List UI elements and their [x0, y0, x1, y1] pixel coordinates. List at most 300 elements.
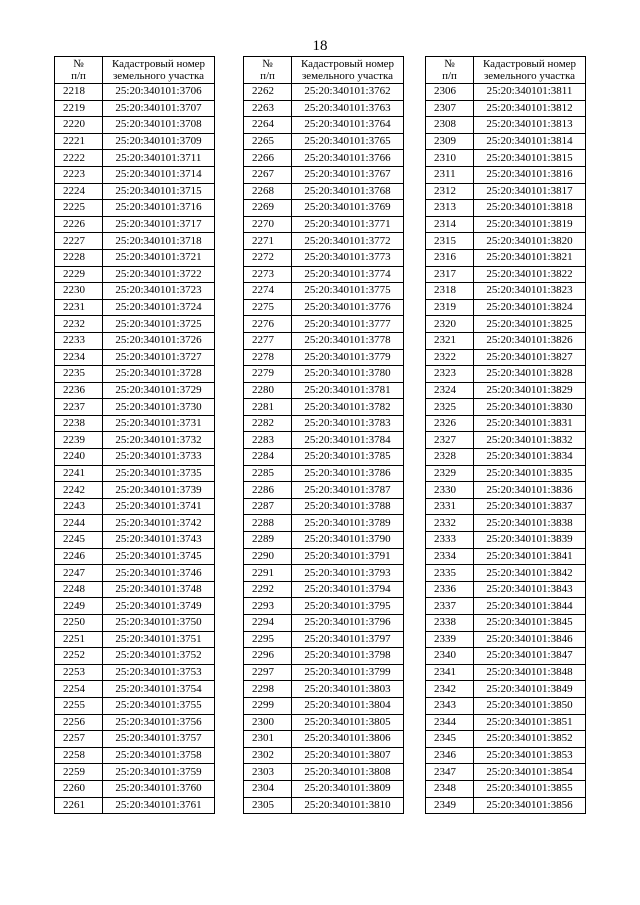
cadastral-number: 25:20:340101:3795	[292, 598, 404, 615]
table-row	[426, 399, 586, 416]
table-row	[244, 366, 404, 383]
table-row	[426, 266, 586, 283]
row-number: 2339	[426, 631, 474, 648]
header-number	[55, 57, 103, 84]
row-number: 2263	[244, 100, 292, 117]
table-row	[244, 648, 404, 665]
table-row	[426, 598, 586, 615]
row-number: 2343	[426, 697, 474, 714]
row-number: 2284	[244, 449, 292, 466]
cadastral-number: 25:20:340101:3773	[292, 249, 404, 266]
table-row	[55, 631, 215, 648]
table-row	[55, 780, 215, 797]
cadastral-number: 25:20:340101:3782	[292, 399, 404, 416]
row-number: 2257	[55, 731, 103, 748]
table-row	[55, 449, 215, 466]
table-row	[244, 100, 404, 117]
table-row	[244, 283, 404, 300]
cadastral-number: 25:20:340101:3751	[103, 631, 215, 648]
cadastral-number: 25:20:340101:3760	[103, 780, 215, 797]
table-row	[244, 316, 404, 333]
table-row	[244, 133, 404, 150]
cadastral-number: 25:20:340101:3778	[292, 332, 404, 349]
cadastral-number: 25:20:340101:3815	[474, 150, 586, 167]
row-number: 2247	[55, 565, 103, 582]
table-row	[55, 532, 215, 549]
cadastral-number: 25:20:340101:3841	[474, 548, 586, 565]
table-row	[426, 648, 586, 665]
row-number: 2230	[55, 283, 103, 300]
row-number: 2318	[426, 283, 474, 300]
row-number: 2242	[55, 482, 103, 499]
table-row	[55, 183, 215, 200]
row-number: 2235	[55, 366, 103, 383]
row-number: 2240	[55, 449, 103, 466]
table-row	[426, 349, 586, 366]
row-number: 2229	[55, 266, 103, 283]
cadastral-table	[243, 56, 404, 814]
table-row	[244, 780, 404, 797]
table-row	[244, 349, 404, 366]
row-number: 2248	[55, 581, 103, 598]
row-number: 2239	[55, 432, 103, 449]
cadastral-number: 25:20:340101:3806	[292, 731, 404, 748]
row-number: 2274	[244, 283, 292, 300]
table-row	[55, 117, 215, 134]
cadastral-number: 25:20:340101:3776	[292, 299, 404, 316]
table-row	[426, 631, 586, 648]
cadastral-number: 25:20:340101:3853	[474, 747, 586, 764]
table-row	[244, 432, 404, 449]
cadastral-number: 25:20:340101:3749	[103, 598, 215, 615]
row-number: 2233	[55, 332, 103, 349]
cadastral-number: 25:20:340101:3777	[292, 316, 404, 333]
cadastral-number: 25:20:340101:3722	[103, 266, 215, 283]
cadastral-number: 25:20:340101:3762	[292, 84, 404, 101]
table-row	[426, 681, 586, 698]
table-column-3	[425, 56, 586, 814]
header-cadastral-label: Кадастровый номер	[300, 58, 395, 70]
table-row	[244, 249, 404, 266]
table-row	[55, 714, 215, 731]
table-row	[244, 565, 404, 582]
row-number: 2314	[426, 216, 474, 233]
table-row	[244, 764, 404, 781]
table-row	[55, 432, 215, 449]
row-number: 2218	[55, 84, 103, 101]
cadastral-number: 25:20:340101:3752	[103, 648, 215, 665]
table-row	[426, 548, 586, 565]
cadastral-number: 25:20:340101:3803	[292, 681, 404, 698]
row-number: 2261	[55, 797, 103, 814]
row-number: 2333	[426, 532, 474, 549]
table-row	[244, 664, 404, 681]
cadastral-number: 25:20:340101:3831	[474, 415, 586, 432]
row-number: 2223	[55, 166, 103, 183]
row-number: 2327	[426, 432, 474, 449]
row-number: 2262	[244, 84, 292, 101]
row-number: 2259	[55, 764, 103, 781]
row-number: 2273	[244, 266, 292, 283]
cadastral-number: 25:20:340101:3716	[103, 200, 215, 217]
table-row	[244, 200, 404, 217]
table-row	[55, 581, 215, 598]
row-number: 2279	[244, 366, 292, 383]
cadastral-number: 25:20:340101:3809	[292, 780, 404, 797]
cadastral-number: 25:20:340101:3718	[103, 233, 215, 250]
cadastral-number: 25:20:340101:3771	[292, 216, 404, 233]
cadastral-number: 25:20:340101:3759	[103, 764, 215, 781]
row-number: 2271	[244, 233, 292, 250]
cadastral-number: 25:20:340101:3761	[103, 797, 215, 814]
table-header-row	[55, 57, 215, 84]
row-number: 2234	[55, 349, 103, 366]
table-row	[244, 415, 404, 432]
cadastral-number: 25:20:340101:3852	[474, 731, 586, 748]
row-number: 2306	[426, 84, 474, 101]
row-number: 2277	[244, 332, 292, 349]
cadastral-number: 25:20:340101:3707	[103, 100, 215, 117]
row-number: 2278	[244, 349, 292, 366]
cadastral-number: 25:20:340101:3836	[474, 482, 586, 499]
row-number: 2250	[55, 615, 103, 632]
table-row	[426, 117, 586, 134]
row-number: 2305	[244, 797, 292, 814]
row-number: 2282	[244, 415, 292, 432]
row-number: 2224	[55, 183, 103, 200]
row-number: 2346	[426, 747, 474, 764]
cadastral-number: 25:20:340101:3817	[474, 183, 586, 200]
row-number: 2297	[244, 664, 292, 681]
table-row	[55, 216, 215, 233]
cadastral-number: 25:20:340101:3797	[292, 631, 404, 648]
cadastral-number: 25:20:340101:3834	[474, 449, 586, 466]
cadastral-number: 25:20:340101:3769	[292, 200, 404, 217]
cadastral-number: 25:20:340101:3767	[292, 166, 404, 183]
cadastral-number: 25:20:340101:3821	[474, 249, 586, 266]
table-row	[426, 465, 586, 482]
cadastral-number: 25:20:340101:3845	[474, 615, 586, 632]
table-row	[244, 498, 404, 515]
table-row	[426, 482, 586, 499]
cadastral-number: 25:20:340101:3763	[292, 100, 404, 117]
cadastral-number: 25:20:340101:3756	[103, 714, 215, 731]
header-number-label: №	[73, 58, 84, 70]
cadastral-number: 25:20:340101:3849	[474, 681, 586, 698]
table-row	[244, 747, 404, 764]
table-row	[55, 349, 215, 366]
cadastral-number: 25:20:340101:3742	[103, 515, 215, 532]
table-row	[244, 465, 404, 482]
table-row	[55, 100, 215, 117]
row-number: 2280	[244, 382, 292, 399]
table-column-1	[54, 56, 215, 814]
row-number: 2288	[244, 515, 292, 532]
row-number: 2266	[244, 150, 292, 167]
row-number: 2315	[426, 233, 474, 250]
table-row	[244, 382, 404, 399]
row-number: 2236	[55, 382, 103, 399]
header-cadastral-sublabel: земельного участка	[301, 70, 394, 82]
cadastral-number: 25:20:340101:3786	[292, 465, 404, 482]
row-number: 2228	[55, 249, 103, 266]
table-row	[426, 697, 586, 714]
cadastral-number: 25:20:340101:3711	[103, 150, 215, 167]
cadastral-number: 25:20:340101:3819	[474, 216, 586, 233]
table-row	[244, 299, 404, 316]
row-number: 2325	[426, 399, 474, 416]
row-number: 2221	[55, 133, 103, 150]
header-cadastral	[292, 57, 404, 84]
row-number: 2345	[426, 731, 474, 748]
header-number-label: №	[444, 58, 455, 70]
cadastral-number: 25:20:340101:3721	[103, 249, 215, 266]
cadastral-number: 25:20:340101:3717	[103, 216, 215, 233]
cadastral-number: 25:20:340101:3755	[103, 697, 215, 714]
table-row	[244, 797, 404, 814]
row-number: 2328	[426, 449, 474, 466]
cadastral-number: 25:20:340101:3814	[474, 133, 586, 150]
row-number: 2231	[55, 299, 103, 316]
table-row	[426, 249, 586, 266]
cadastral-number: 25:20:340101:3787	[292, 482, 404, 499]
table-row	[426, 150, 586, 167]
cadastral-number: 25:20:340101:3726	[103, 332, 215, 349]
table-row	[426, 780, 586, 797]
table-row	[244, 332, 404, 349]
cadastral-number: 25:20:340101:3856	[474, 797, 586, 814]
row-number: 2291	[244, 565, 292, 582]
row-number: 2241	[55, 465, 103, 482]
row-number: 2319	[426, 299, 474, 316]
row-number: 2260	[55, 780, 103, 797]
cadastral-number: 25:20:340101:3847	[474, 648, 586, 665]
header-cadastral	[474, 57, 586, 84]
cadastral-number: 25:20:340101:3741	[103, 498, 215, 515]
row-number: 2222	[55, 150, 103, 167]
table-row	[55, 249, 215, 266]
cadastral-number: 25:20:340101:3823	[474, 283, 586, 300]
cadastral-number: 25:20:340101:3730	[103, 399, 215, 416]
table-row	[426, 797, 586, 814]
table-row	[426, 432, 586, 449]
table-row	[55, 200, 215, 217]
cadastral-number: 25:20:340101:3785	[292, 449, 404, 466]
row-number: 2341	[426, 664, 474, 681]
table-row	[244, 166, 404, 183]
header-cadastral	[103, 57, 215, 84]
table-row	[426, 183, 586, 200]
table-column-2	[243, 56, 404, 814]
cadastral-number: 25:20:340101:3832	[474, 432, 586, 449]
cadastral-number: 25:20:340101:3784	[292, 432, 404, 449]
cadastral-number: 25:20:340101:3818	[474, 200, 586, 217]
table-row	[55, 266, 215, 283]
table-row	[55, 697, 215, 714]
table-row	[244, 615, 404, 632]
cadastral-number: 25:20:340101:3791	[292, 548, 404, 565]
header-cadastral-label: Кадастровый номер	[111, 58, 206, 70]
row-number: 2311	[426, 166, 474, 183]
row-number: 2299	[244, 697, 292, 714]
table-row	[55, 681, 215, 698]
row-number: 2290	[244, 548, 292, 565]
cadastral-number: 25:20:340101:3709	[103, 133, 215, 150]
row-number: 2253	[55, 664, 103, 681]
row-number: 2344	[426, 714, 474, 731]
header-number-sublabel: п/п	[260, 70, 275, 82]
table-row	[244, 216, 404, 233]
cadastral-number: 25:20:340101:3843	[474, 581, 586, 598]
row-number: 2301	[244, 731, 292, 748]
table-row	[55, 565, 215, 582]
row-number: 2326	[426, 415, 474, 432]
header-number	[426, 57, 474, 84]
table-row	[244, 731, 404, 748]
cadastral-number: 25:20:340101:3851	[474, 714, 586, 731]
table-row	[55, 299, 215, 316]
cadastral-number: 25:20:340101:3714	[103, 166, 215, 183]
table-row	[426, 714, 586, 731]
table-row	[55, 84, 215, 101]
cadastral-number: 25:20:340101:3725	[103, 316, 215, 333]
cadastral-number: 25:20:340101:3842	[474, 565, 586, 582]
cadastral-number: 25:20:340101:3789	[292, 515, 404, 532]
cadastral-number: 25:20:340101:3754	[103, 681, 215, 698]
table-row	[55, 283, 215, 300]
row-number: 2310	[426, 150, 474, 167]
row-number: 2275	[244, 299, 292, 316]
table-row	[244, 482, 404, 499]
table-row	[55, 166, 215, 183]
cadastral-number: 25:20:340101:3739	[103, 482, 215, 499]
cadastral-number: 25:20:340101:3788	[292, 498, 404, 515]
table-row	[55, 482, 215, 499]
table-row	[244, 581, 404, 598]
table-row	[244, 117, 404, 134]
cadastral-number: 25:20:340101:3848	[474, 664, 586, 681]
row-number: 2317	[426, 266, 474, 283]
table-row	[426, 731, 586, 748]
table-row	[426, 664, 586, 681]
cadastral-number: 25:20:340101:3774	[292, 266, 404, 283]
cadastral-number: 25:20:340101:3828	[474, 366, 586, 383]
cadastral-number: 25:20:340101:3727	[103, 349, 215, 366]
cadastral-number: 25:20:340101:3794	[292, 581, 404, 598]
cadastral-number: 25:20:340101:3798	[292, 648, 404, 665]
cadastral-number: 25:20:340101:3723	[103, 283, 215, 300]
cadastral-number: 25:20:340101:3838	[474, 515, 586, 532]
cadastral-number: 25:20:340101:3813	[474, 117, 586, 134]
row-number: 2237	[55, 399, 103, 416]
cadastral-number: 25:20:340101:3820	[474, 233, 586, 250]
row-number: 2320	[426, 316, 474, 333]
table-row	[426, 133, 586, 150]
table-row	[244, 183, 404, 200]
row-number: 2336	[426, 581, 474, 598]
cadastral-number: 25:20:340101:3757	[103, 731, 215, 748]
cadastral-number: 25:20:340101:3855	[474, 780, 586, 797]
table-row	[244, 84, 404, 101]
table-row	[244, 266, 404, 283]
table-row	[55, 316, 215, 333]
cadastral-number: 25:20:340101:3799	[292, 664, 404, 681]
table-row	[426, 764, 586, 781]
row-number: 2337	[426, 598, 474, 615]
cadastral-number: 25:20:340101:3733	[103, 449, 215, 466]
cadastral-number: 25:20:340101:3781	[292, 382, 404, 399]
cadastral-number: 25:20:340101:3765	[292, 133, 404, 150]
row-number: 2334	[426, 548, 474, 565]
table-row	[426, 316, 586, 333]
row-number: 2331	[426, 498, 474, 515]
table-row	[426, 382, 586, 399]
header-cadastral-label: Кадастровый номер	[482, 58, 577, 70]
row-number: 2272	[244, 249, 292, 266]
row-number: 2281	[244, 399, 292, 416]
row-number: 2330	[426, 482, 474, 499]
table-row	[244, 714, 404, 731]
table-row	[426, 747, 586, 764]
cadastral-number: 25:20:340101:3808	[292, 764, 404, 781]
page-number: 18	[312, 38, 328, 54]
cadastral-number: 25:20:340101:3748	[103, 581, 215, 598]
row-number: 2332	[426, 515, 474, 532]
cadastral-number: 25:20:340101:3732	[103, 432, 215, 449]
cadastral-number: 25:20:340101:3758	[103, 747, 215, 764]
table-row	[426, 498, 586, 515]
row-number: 2295	[244, 631, 292, 648]
row-number: 2309	[426, 133, 474, 150]
row-number: 2269	[244, 200, 292, 217]
row-number: 2338	[426, 615, 474, 632]
cadastral-number: 25:20:340101:3745	[103, 548, 215, 565]
cadastral-number: 25:20:340101:3764	[292, 117, 404, 134]
cadastral-number: 25:20:340101:3826	[474, 332, 586, 349]
cadastral-number: 25:20:340101:3790	[292, 532, 404, 549]
row-number: 2268	[244, 183, 292, 200]
row-number: 2227	[55, 233, 103, 250]
table-row	[55, 498, 215, 515]
table-row	[55, 598, 215, 615]
table-row	[55, 515, 215, 532]
row-number: 2294	[244, 615, 292, 632]
cadastral-number: 25:20:340101:3724	[103, 299, 215, 316]
cadastral-table	[425, 56, 586, 814]
cadastral-number: 25:20:340101:3780	[292, 366, 404, 383]
table-row	[244, 681, 404, 698]
table-row	[55, 764, 215, 781]
row-number: 2254	[55, 681, 103, 698]
table-row	[426, 200, 586, 217]
header-number-sublabel: п/п	[442, 70, 457, 82]
table-row	[55, 332, 215, 349]
row-number: 2298	[244, 681, 292, 698]
cadastral-number: 25:20:340101:3735	[103, 465, 215, 482]
table-row	[55, 366, 215, 383]
table-row	[55, 415, 215, 432]
table-row	[55, 615, 215, 632]
row-number: 2316	[426, 249, 474, 266]
table-row	[426, 515, 586, 532]
cadastral-number: 25:20:340101:3837	[474, 498, 586, 515]
row-number: 2225	[55, 200, 103, 217]
row-number: 2322	[426, 349, 474, 366]
table-row	[55, 648, 215, 665]
table-row	[244, 697, 404, 714]
row-number: 2324	[426, 382, 474, 399]
cadastral-number: 25:20:340101:3844	[474, 598, 586, 615]
